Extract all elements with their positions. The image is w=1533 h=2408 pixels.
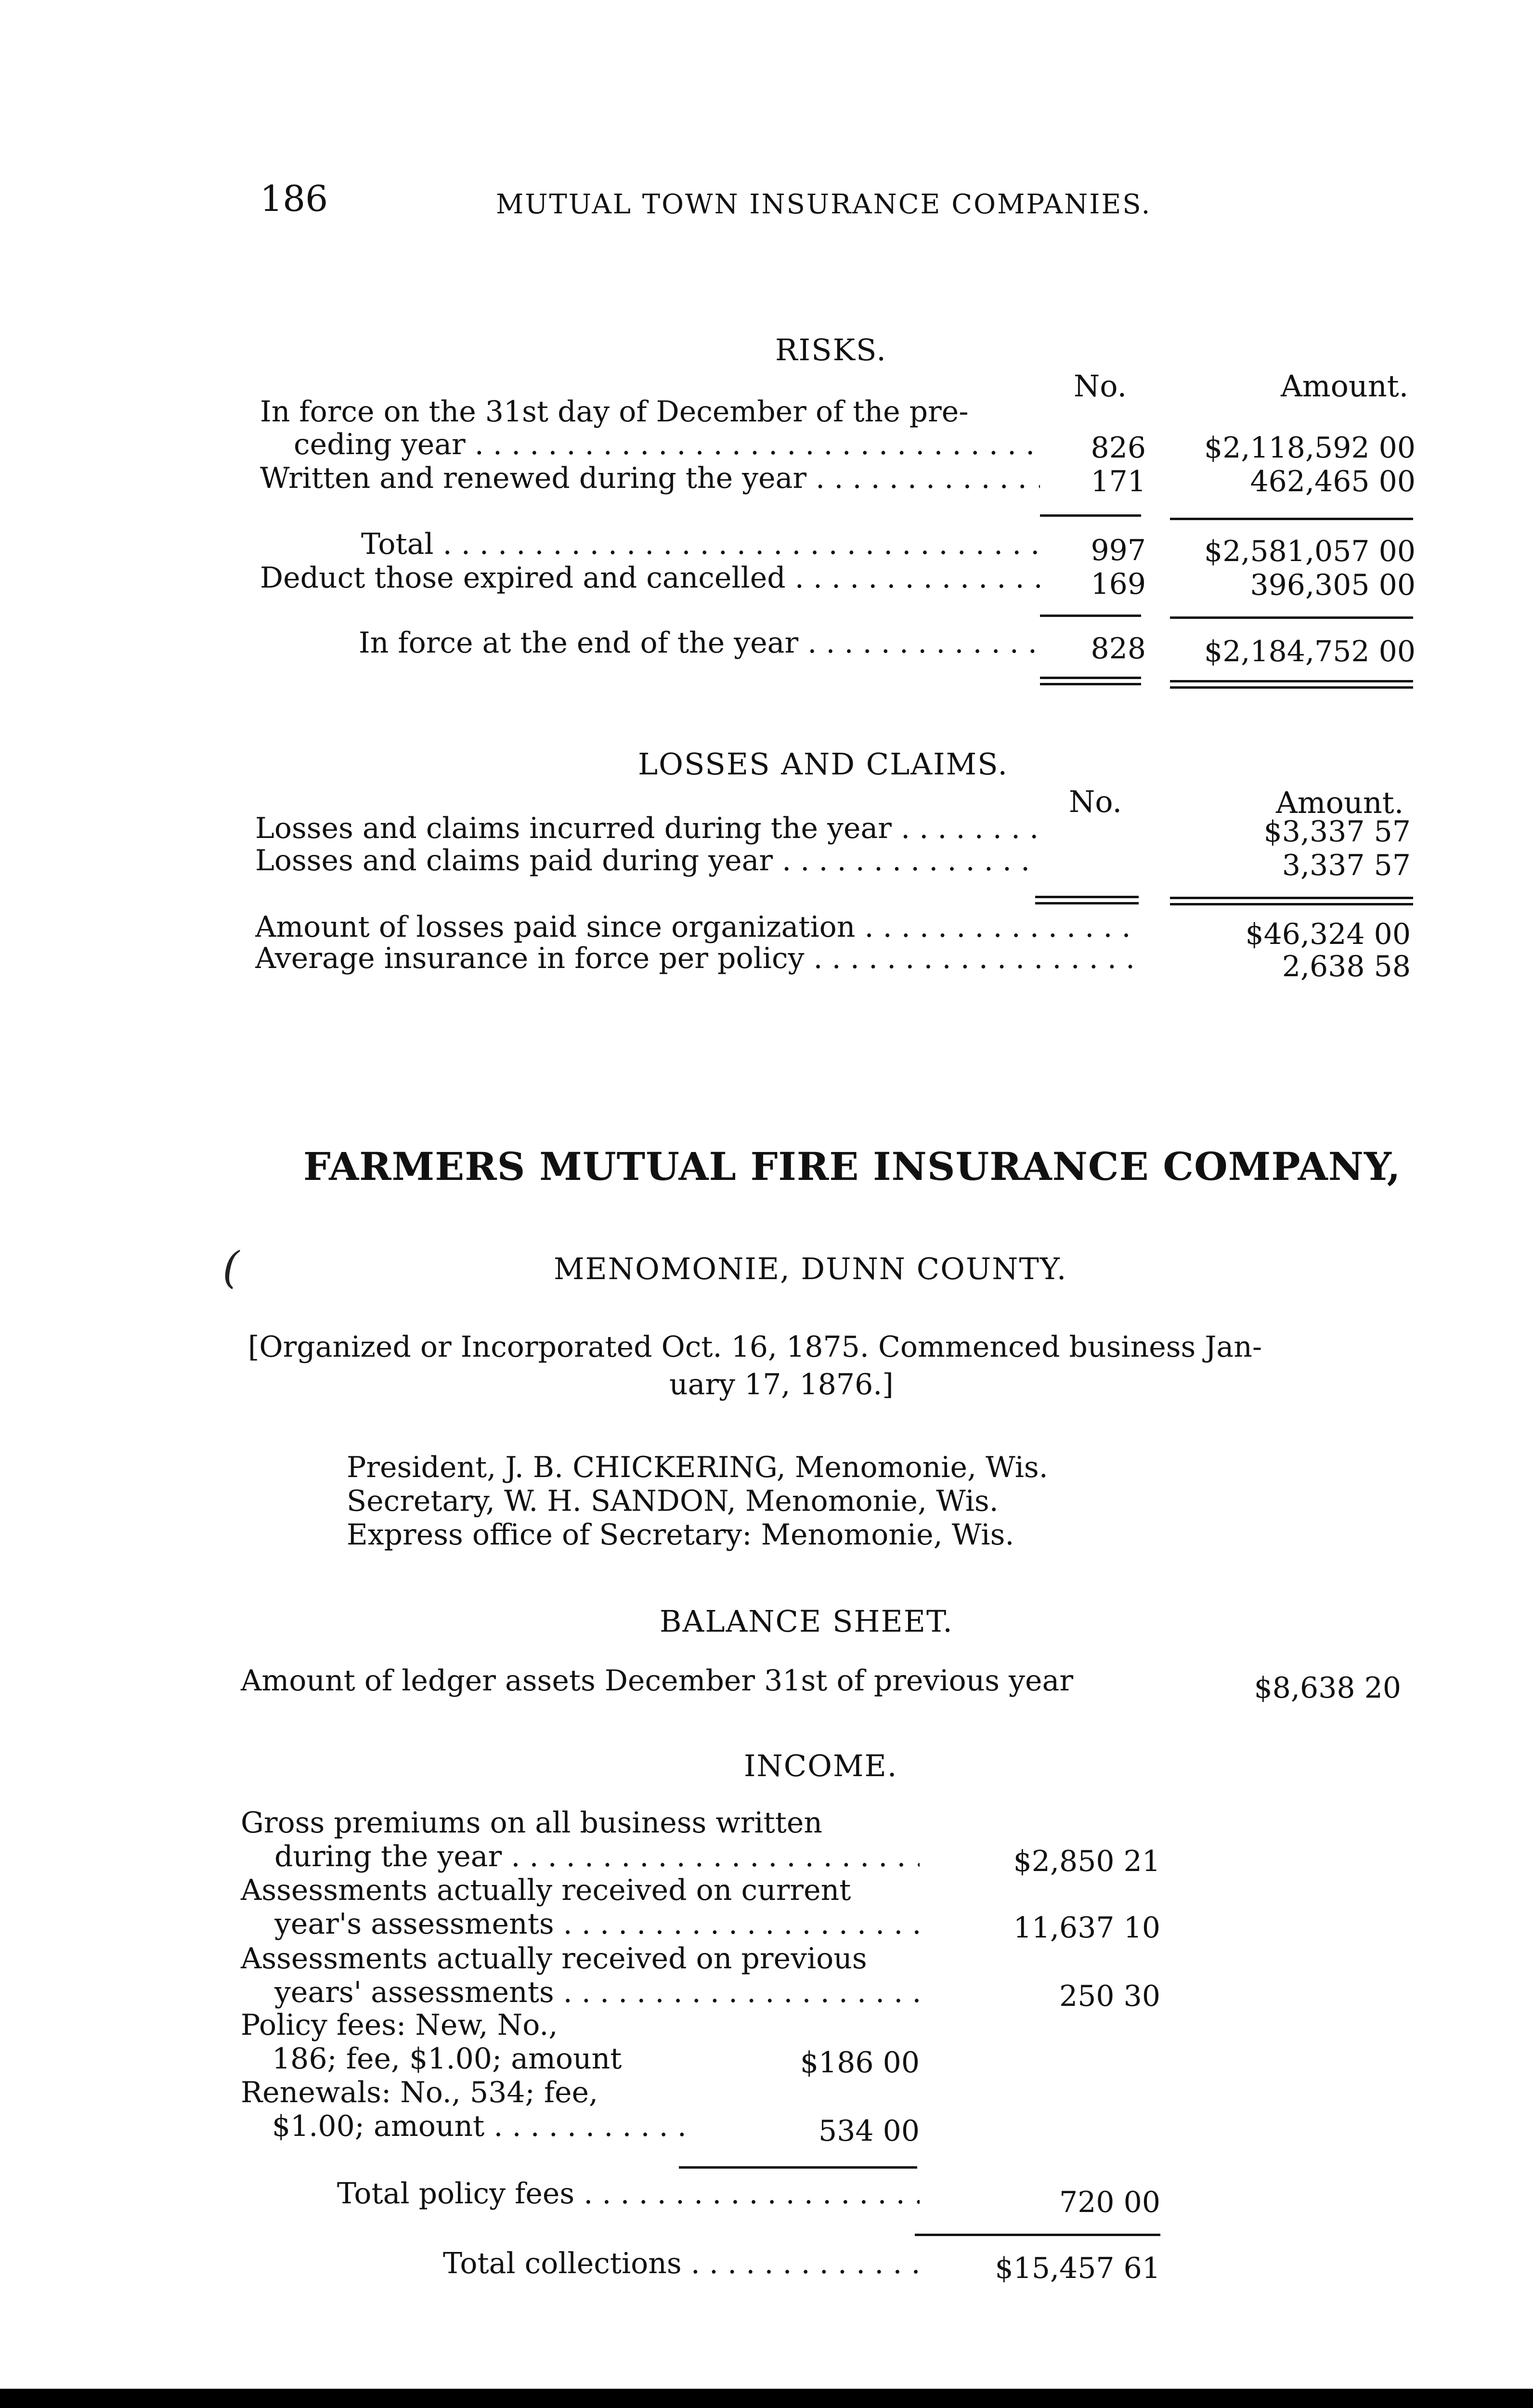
- risks-heading: RISKS.: [775, 332, 887, 367]
- income-policy-line2: 186; fee, $1.00; amount: [272, 2042, 622, 2076]
- risks-written-label: Written and renewed during the year . . .: [260, 461, 1040, 495]
- income-gross-amount: $2,850 21: [1013, 1845, 1160, 1878]
- risks-no-rule-2: [1040, 615, 1141, 617]
- risks-total-amount: $2,581,057 00: [1204, 535, 1416, 568]
- company-express: Express office of Secretary: Menomonie, Wis.: [347, 1518, 1014, 1552]
- losses-since-org-label: Amount of losses paid since organization . . .: [255, 910, 1136, 944]
- income-gross-line1: Gross premiums on all business written: [241, 1806, 822, 1840]
- losses-col-no: No.: [1069, 784, 1122, 819]
- risks-deduct-label: Deduct those expired and cancelled . . .: [260, 561, 1040, 595]
- ledger-label: Amount of ledger assets December 31st of previous year: [241, 1664, 1074, 1698]
- risks-in-force-amount: $2,118,592 00: [1204, 431, 1416, 465]
- risks-col-amount: Amount.: [1281, 368, 1409, 404]
- risks-deduct-amount: 396,305 00: [1250, 568, 1416, 602]
- income-renewals-line2: $1.00; amount . . .: [272, 2109, 686, 2143]
- losses-amount-double-rule: [1170, 897, 1413, 905]
- income-total-collections-amount: $15,457 61: [995, 2251, 1160, 2285]
- risks-total-no: 997: [1091, 534, 1146, 567]
- income-assess-current-line1: Assessments actually received on current: [241, 1873, 851, 1907]
- total-collections-rule: [915, 2234, 1160, 2236]
- losses-heading: LOSSES AND CLAIMS.: [638, 746, 1009, 782]
- losses-average-label: Average insurance in force per policy . . .: [255, 942, 1136, 975]
- losses-since-org-amount: $46,324 00: [1245, 917, 1411, 951]
- company-secretary: Secretary, W. H. SANDON, Menomonie, Wis.: [347, 1484, 999, 1518]
- losses-no-double-rule: [1035, 896, 1139, 904]
- income-renewals-line1: Renewals: No., 534; fee,: [241, 2076, 598, 2109]
- income-assess-previous-amount: 250 30: [1059, 1979, 1160, 2013]
- risks-amount-double-rule: [1170, 680, 1413, 689]
- risks-in-force-no: 826: [1091, 431, 1146, 465]
- risks-end-amount: $2,184,752 00: [1204, 635, 1416, 668]
- income-assess-previous-line1: Assessments actually received on previous: [241, 1942, 867, 1976]
- margin-mark: (: [222, 1243, 240, 1293]
- risks-in-force-line2: ceding year . . .: [294, 428, 1040, 461]
- running-title: MUTUAL TOWN INSURANCE COMPANIES.: [496, 189, 1152, 220]
- income-assess-current-line2: year's assessments . . .: [274, 1907, 920, 1941]
- losses-incurred-amount: $3,337 57: [1263, 815, 1411, 849]
- risks-no-double-rule: [1040, 677, 1141, 685]
- scan-bottom-edge: [0, 2389, 1533, 2408]
- losses-paid-label: Losses and claims paid during year . . .: [255, 844, 1040, 877]
- losses-paid-amount: 3,337 57: [1282, 849, 1411, 882]
- risks-total-label: Total . . .: [361, 527, 1040, 561]
- company-president: President, J. B. CHICKERING, Menomonie, Wis.: [347, 1451, 1048, 1484]
- losses-col-amount: Amount.: [1276, 785, 1404, 820]
- losses-incurred-label: Losses and claims incurred during the year . . .: [255, 811, 1040, 845]
- page-number: 186: [260, 178, 328, 220]
- company-organized-line2: uary 17, 1876.]: [669, 1368, 894, 1401]
- income-total-collections-label: Total collections . . .: [443, 2247, 920, 2280]
- income-renewals-amount: 534 00: [818, 2114, 920, 2148]
- company-organized-line1: [Organized or Incorporated Oct. 16, 1875. Commenced business Jan-: [248, 1330, 1262, 1364]
- risks-amount-rule-1: [1170, 518, 1413, 520]
- losses-average-amount: 2,638 58: [1282, 950, 1411, 983]
- risks-written-no: 171: [1091, 465, 1146, 498]
- company-name: FARMERS MUTUAL FIRE INSURANCE COMPANY,: [303, 1144, 1401, 1189]
- balance-sheet-heading: BALANCE SHEET.: [660, 1604, 953, 1639]
- income-assess-current-amount: 11,637 10: [1013, 1911, 1160, 1945]
- income-heading: INCOME.: [744, 1748, 898, 1783]
- income-assess-previous-line2: years' assessments . . .: [274, 1976, 920, 2009]
- risks-no-rule-1: [1040, 514, 1141, 517]
- income-gross-line2: during the year . . .: [274, 1840, 920, 1873]
- risks-in-force-line1: In force on the 31st day of December of the pre-: [260, 395, 969, 429]
- income-policy-amount: $186 00: [800, 2046, 920, 2080]
- income-policy-line1: Policy fees: New, No.,: [241, 2008, 558, 2042]
- risks-written-amount: 462,465 00: [1250, 465, 1416, 498]
- company-location: MENOMONIE, DUNN COUNTY.: [554, 1251, 1067, 1286]
- policy-fees-rule: [679, 2166, 917, 2169]
- risks-end-no: 828: [1091, 632, 1146, 666]
- risks-deduct-no: 169: [1091, 567, 1146, 601]
- ledger-amount: $8,638 20: [1254, 1671, 1401, 1705]
- risks-amount-rule-2: [1170, 616, 1413, 619]
- risks-col-no: No.: [1074, 368, 1127, 404]
- income-total-fees-amount: 720 00: [1059, 2186, 1160, 2219]
- risks-end-label: In force at the end of the year . . .: [359, 626, 1040, 660]
- income-total-fees-label: Total policy fees . . .: [337, 2177, 920, 2211]
